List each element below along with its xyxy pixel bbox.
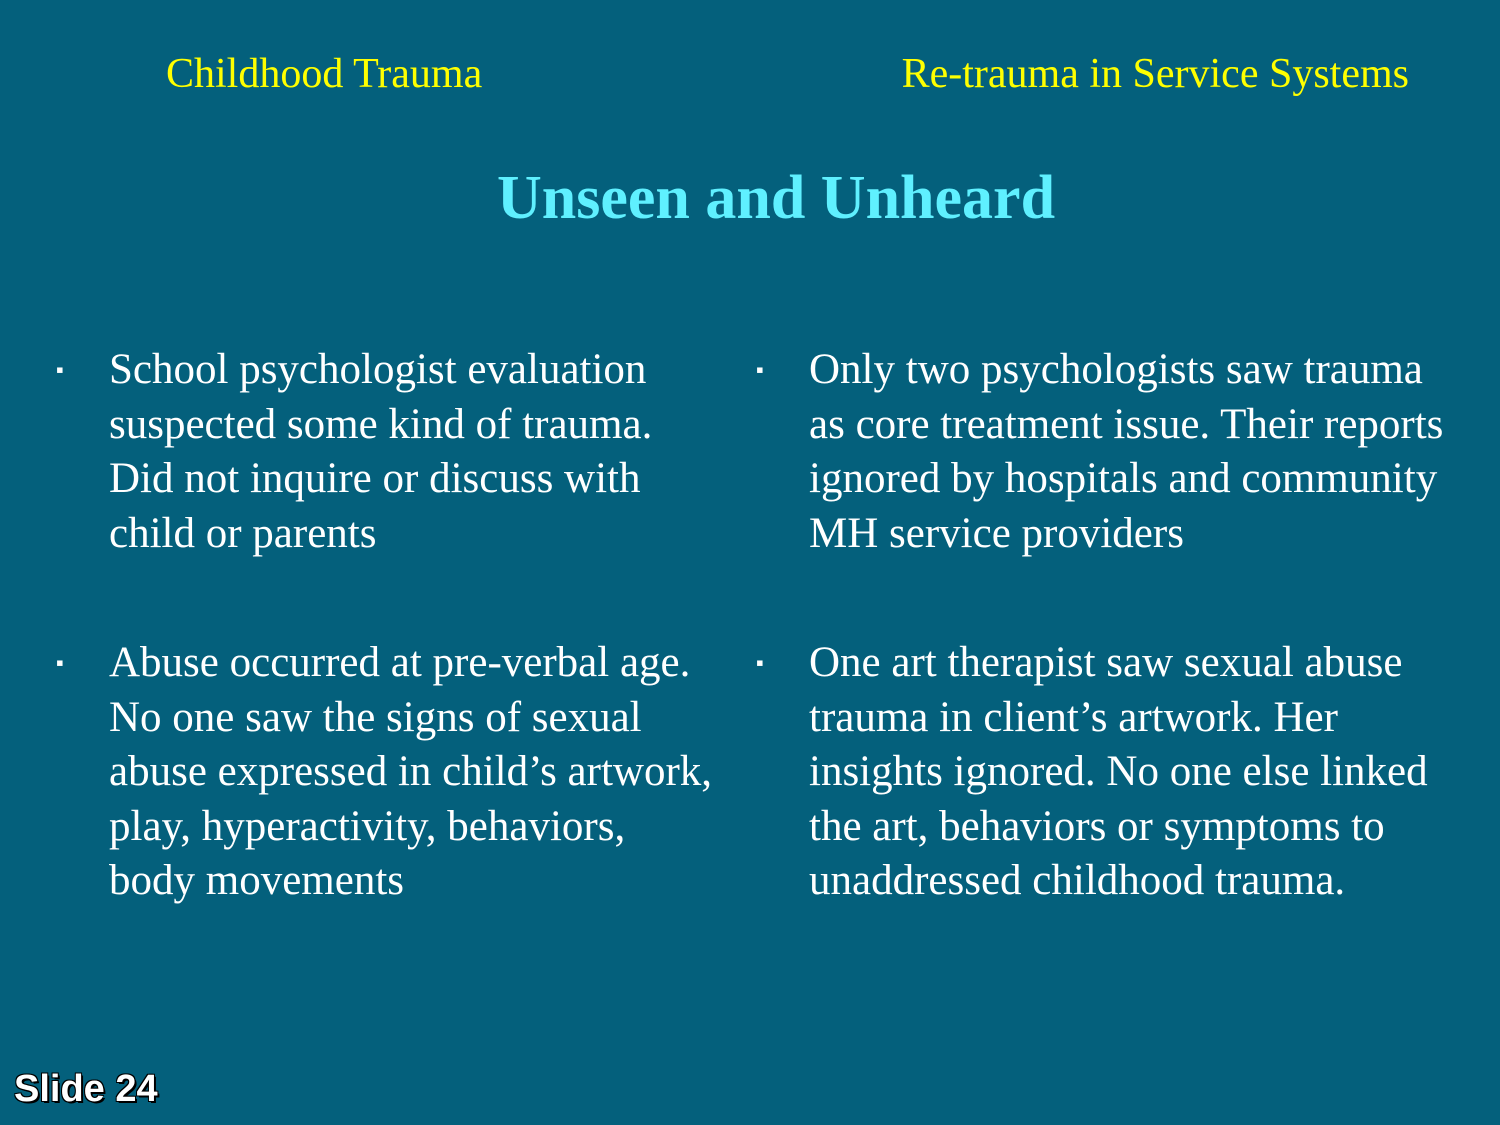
bullet-text: School psychologist evaluation suspected some kind of trauma. Did not inquire or discuss with child or parents: [109, 346, 653, 557]
square-bullet-icon: ▪: [756, 650, 764, 675]
header-right-label: Re-trauma in Service Systems: [901, 51, 1409, 97]
slide-number: Slide 24: [14, 1068, 158, 1110]
left-column: [56, 343, 716, 909]
square-bullet-icon: ▪: [756, 357, 764, 382]
header-left-label: Childhood Trauma: [166, 51, 483, 97]
bullet-text: One art therapist saw sexual abuse trauma in client’s artwork. Her insights ignored. No one else linked the art, behaviors or symptoms to unaddressed childhood trauma.: [809, 639, 1428, 904]
list-item: [56, 343, 716, 561]
bullet-text: Abuse occurred at pre-verbal age. No one saw the signs of sexual abuse expressed in child’s artwork, play, hyperactivity, behaviors, body movements: [109, 639, 713, 904]
bullet-text: Only two psychologists saw trauma as core treatment issue. Their reports ignored by hospitals and community MH service providers: [809, 346, 1444, 557]
square-bullet-icon: ▪: [56, 650, 64, 675]
list-item: [756, 343, 1456, 561]
square-bullet-icon: ▪: [56, 357, 64, 382]
slide-title: Unseen and Unheard: [496, 164, 1056, 232]
list-item: [56, 636, 716, 909]
list-item: [756, 636, 1456, 909]
right-column: [756, 343, 1456, 909]
